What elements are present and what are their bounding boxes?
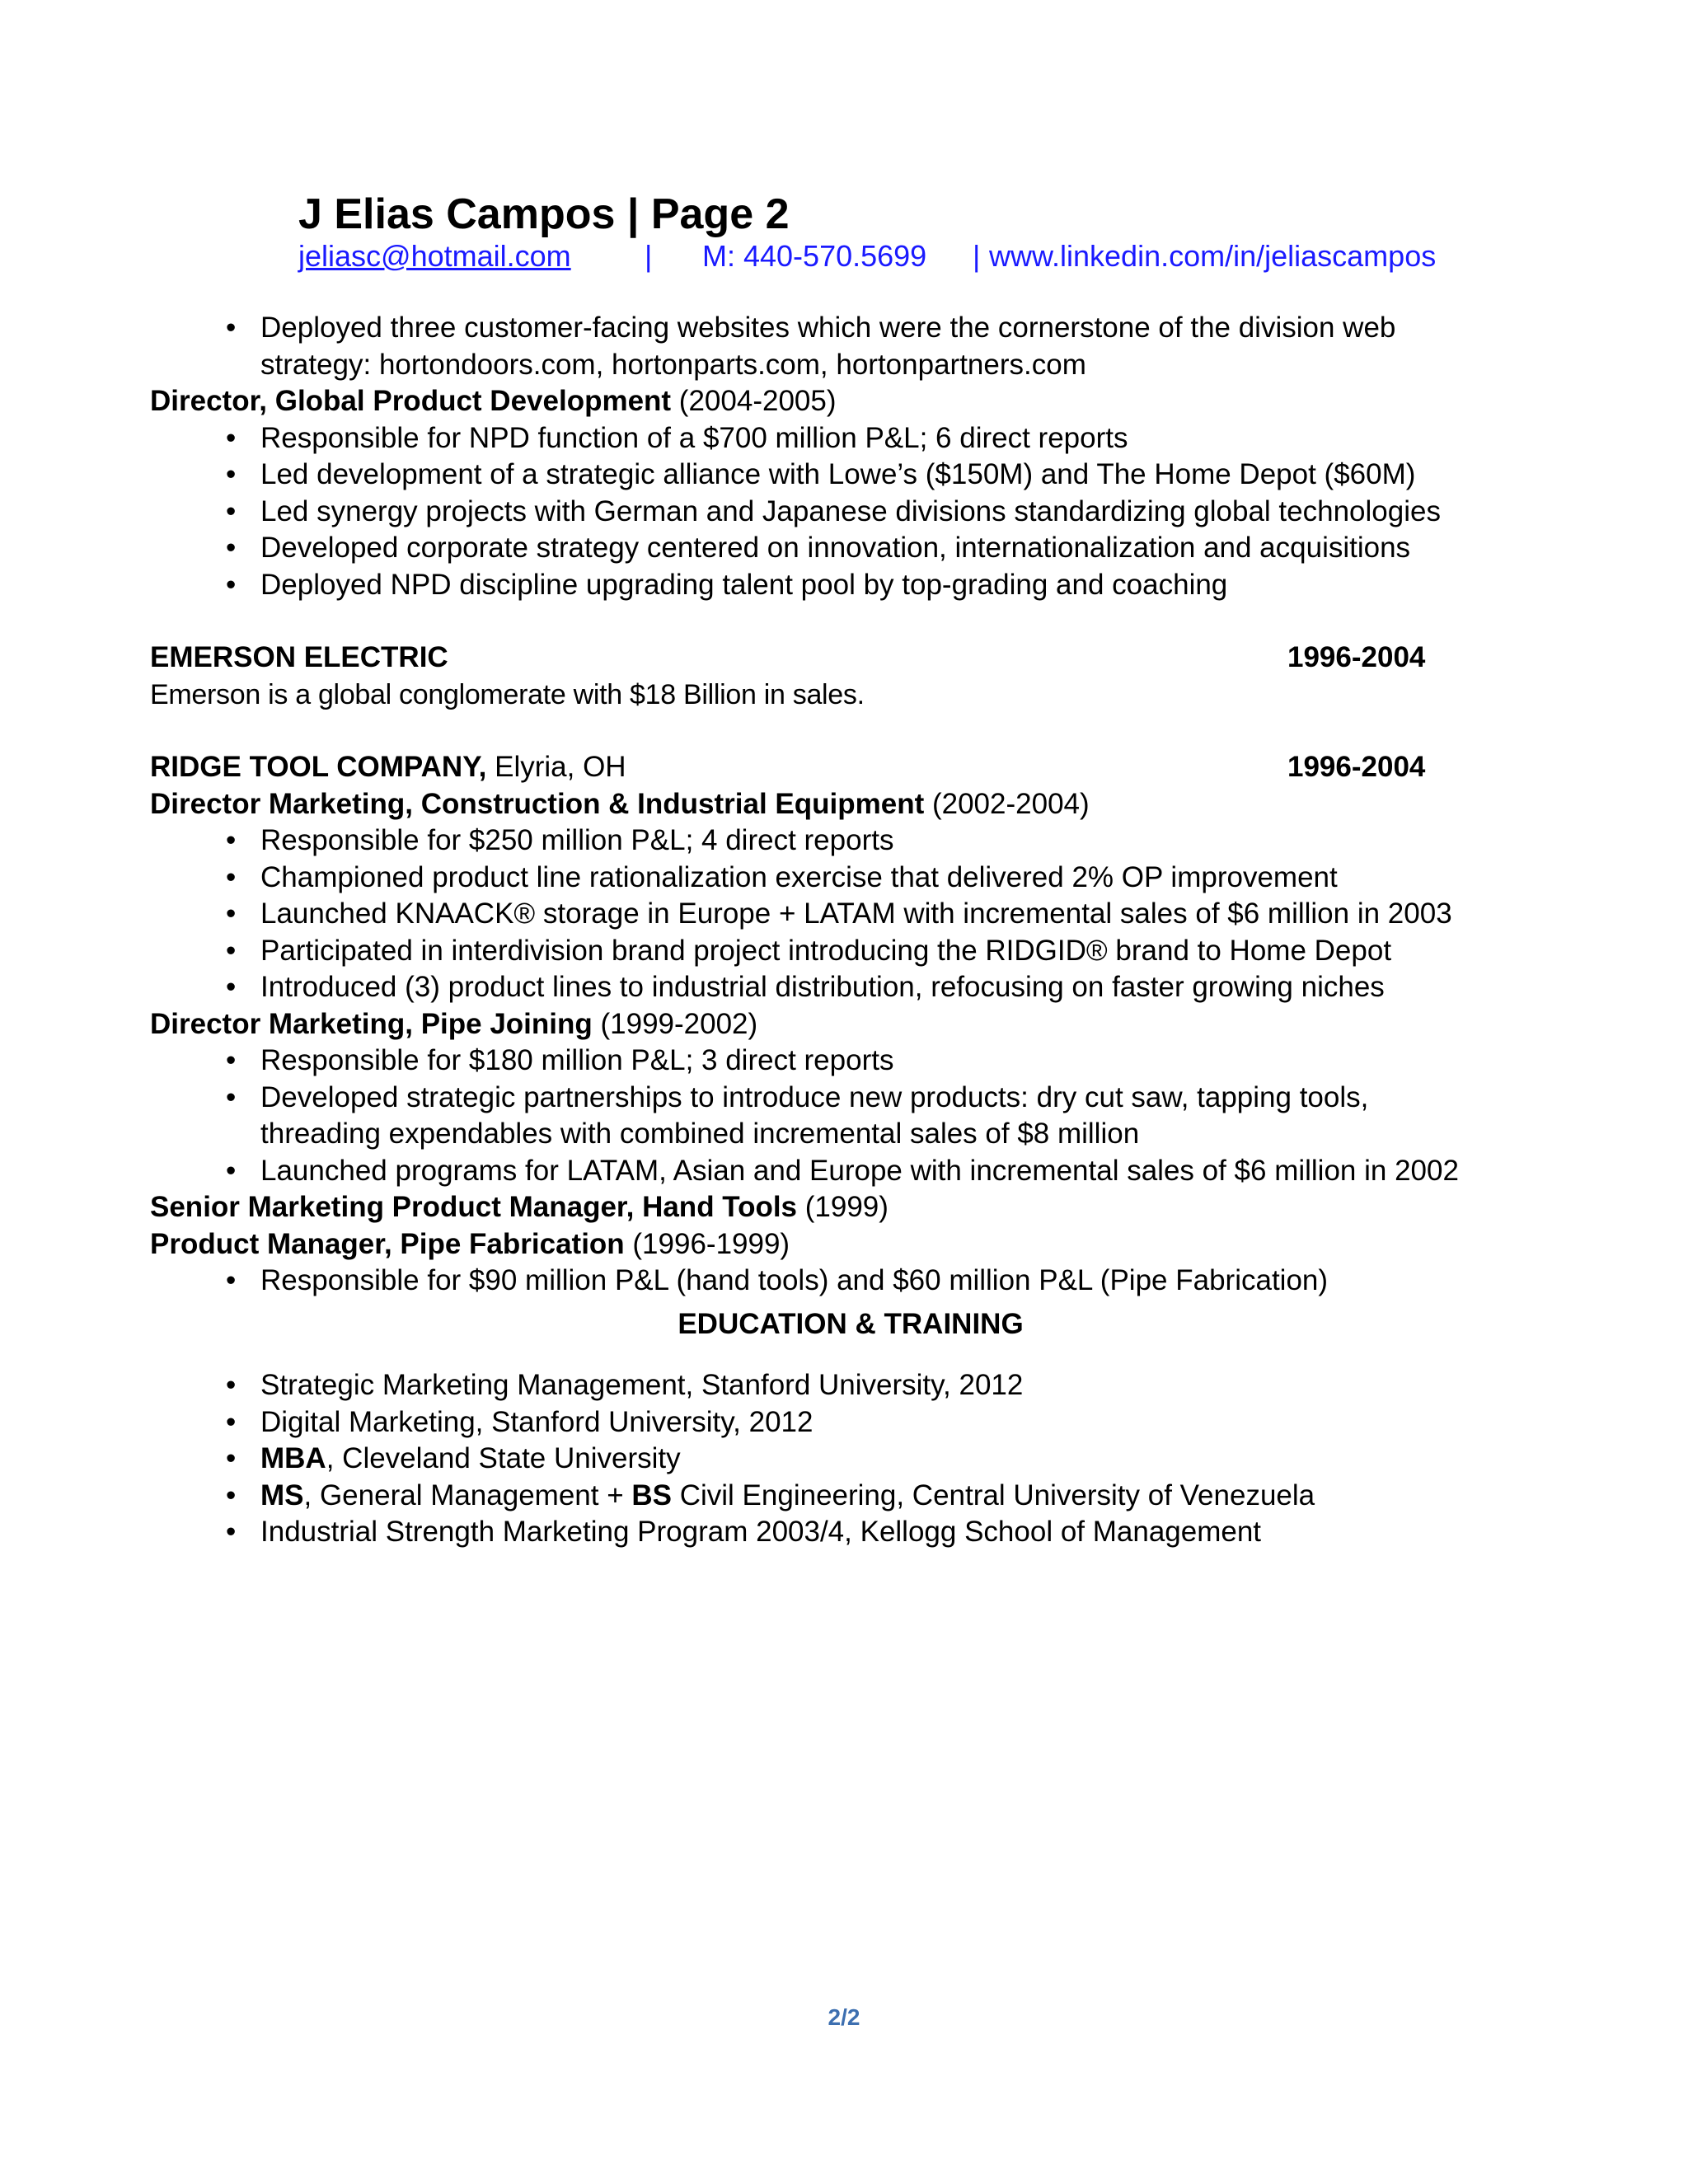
page-number: 2/2 (828, 2004, 860, 2030)
degree-detail: Civil Engineering, Central University of Venezuela (672, 1479, 1315, 1511)
degree-name: MBA (260, 1442, 326, 1474)
company-description: Emerson is a global conglomerate with $18 Billion in sales. (150, 678, 865, 710)
company-heading (150, 640, 1551, 677)
role-dates: (1999-2002) (592, 1007, 758, 1040)
list-item: • Digital Marketing, Stanford University, 2012 (150, 1404, 1551, 1441)
bullet-list (150, 420, 1551, 604)
list-item: • Led synergy projects with German and Japanese divisions standardizing global technologies (150, 494, 1551, 531)
role-heading (150, 786, 1551, 823)
spacer (150, 1343, 1551, 1349)
company-name: RIDGE TOOL COMPANY, (150, 751, 487, 783)
list-item: • Responsible for NPD function of a $700 million P&L; 6 direct reports (150, 420, 1551, 457)
spacer (150, 713, 1551, 749)
list-item: • Led development of a strategic alliance with Lowe’s ($150M) and The Home Depot ($60M) (150, 457, 1551, 494)
role-heading (150, 383, 1551, 420)
degree-name: MS (260, 1479, 304, 1511)
list-item: • Responsible for $250 million P&L; 4 direct reports (150, 823, 1551, 860)
list-item: • Strategic Marketing Management, Stanford University, 2012 (150, 1367, 1551, 1404)
list-item: • Responsible for $90 million P&L (hand tools) and $60 million P&L (Pipe Fabrication) (150, 1263, 1551, 1300)
role-heading (150, 1006, 1551, 1043)
company-dates: 1996-2004 (1287, 641, 1426, 673)
bullet-list (150, 1043, 1551, 1189)
role-heading (150, 1226, 1551, 1263)
spacer (150, 1349, 1551, 1367)
separator: | (973, 239, 981, 273)
list-item: • Participated in interdivision brand project introducing the RIDGID® brand to Home Depot (150, 933, 1551, 970)
list-item (150, 1441, 1551, 1478)
role-heading (150, 1189, 1551, 1226)
role-dates: (1999) (797, 1191, 889, 1223)
page-header (298, 188, 1437, 273)
role-title: Product Manager, Pipe Fabrication (150, 1227, 625, 1260)
role-dates: (2004-2005) (671, 385, 837, 417)
role-title: Director Marketing, Construction & Industrial Equipment (150, 787, 925, 820)
separator: | (645, 239, 653, 273)
role-title: Senior Marketing Product Manager, Hand Tools (150, 1191, 798, 1223)
degree-detail: , Cleveland State University (326, 1442, 681, 1474)
role-dates: (1996-1999) (624, 1227, 790, 1260)
page-title: J Elias Campos | Page 2 (298, 190, 790, 238)
company-dates: 1996-2004 (1287, 751, 1426, 783)
list-item: • Championed product line rationalization exercise that delivered 2% OP improvement (150, 860, 1551, 897)
spacer (150, 1300, 1551, 1306)
list-item: • Deployed three customer-facing websites which were the cornerstone of the division web strategy: hortondoors.com, hortonparts.com, hortonpartners.com (150, 310, 1447, 383)
list-item: • Developed strategic partnerships to introduce new products: dry cut saw, tapping tools, threading expendables with combined incremental sales of $8 million (150, 1080, 1447, 1153)
role-title: Director, Global Product Development (150, 385, 672, 417)
company-name: EMERSON ELECTRIC (150, 641, 448, 673)
degree-detail: , General Management + (303, 1479, 632, 1511)
bullet-list (150, 823, 1551, 1006)
list-item: • Responsible for $180 million P&L; 3 direct reports (150, 1043, 1551, 1080)
list-item: • Deployed NPD discipline upgrading talent pool by top-grading and coaching (150, 567, 1551, 604)
degree-name: BS (631, 1479, 672, 1511)
resume-body (150, 310, 1551, 1551)
company-location: Elyria, OH (486, 751, 626, 783)
list-item: • Introduced (3) product lines to industrial distribution, refocusing on faster growing niches (150, 969, 1551, 1006)
bullet-list (150, 1263, 1551, 1300)
list-item: • Developed corporate strategy centered on innovation, internationalization and acquisitions (150, 530, 1551, 567)
role-title: Director Marketing, Pipe Joining (150, 1007, 593, 1040)
phone-number: M: 440-570.5699 (702, 239, 927, 273)
list-item: • Launched KNAACK® storage in Europe + LATAM with incremental sales of $6 million in 2003 (150, 896, 1551, 933)
role-dates: (2002-2004) (924, 787, 1090, 820)
bullet-list (150, 310, 1551, 383)
list-item (150, 1478, 1551, 1515)
company-heading (150, 749, 1551, 786)
education-list (150, 1367, 1551, 1551)
section-title: EDUCATION & TRAINING (678, 1307, 1024, 1340)
spacer (150, 603, 1551, 640)
list-item: • Industrial Strength Marketing Program 2003/4, Kellogg School of Management (150, 1514, 1551, 1551)
email-link[interactable]: jeliasc@hotmail.com (298, 239, 571, 273)
linkedin-link[interactable]: www.linkedin.com/in/jeliascampos (989, 239, 1437, 273)
list-item: • Launched programs for LATAM, Asian and Europe with incremental sales of $6 million in 2002 (150, 1153, 1551, 1190)
